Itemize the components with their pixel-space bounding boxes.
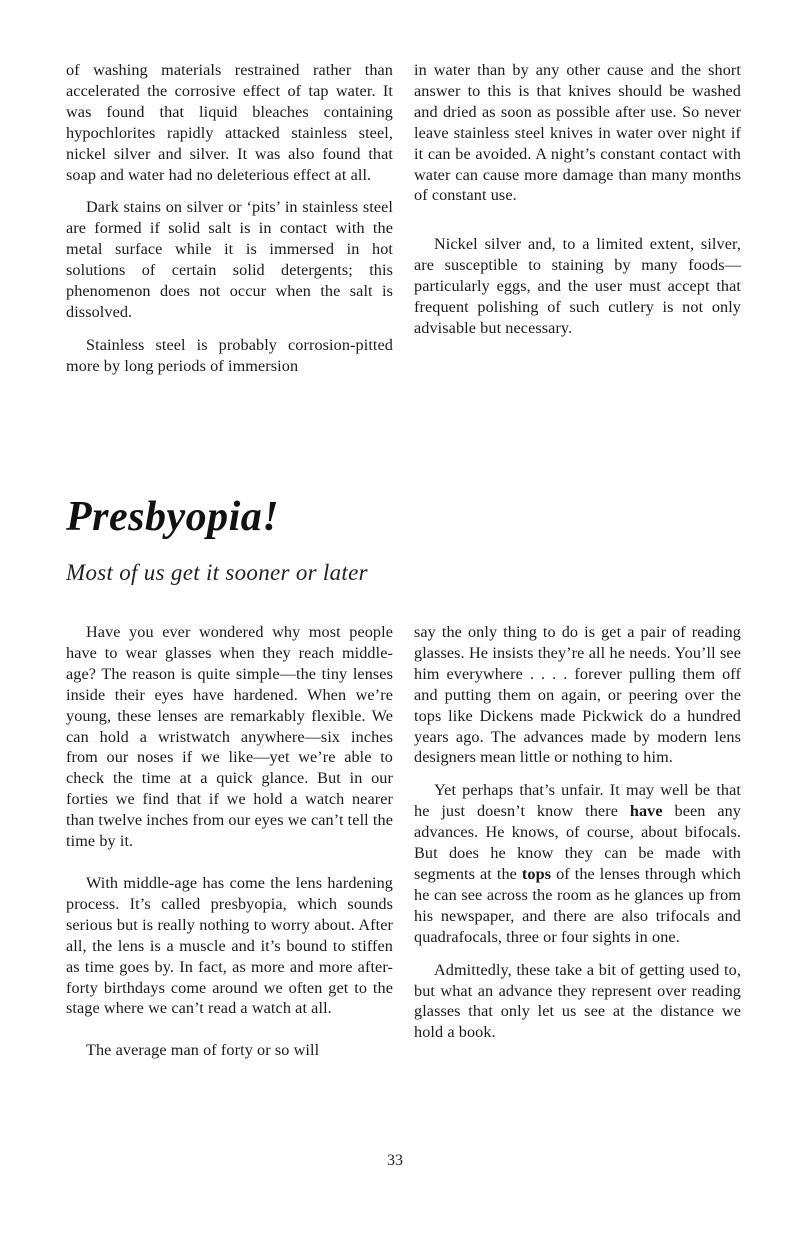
article-left-column	[66, 622, 393, 1061]
text-run: of the lenses through which he can see across the room as he glances up from his newspaper, and there are also trifocals and quadrafocals, three or four sights in one.	[414, 864, 741, 946]
article-subtitle: Most of us get it sooner or later	[66, 560, 368, 585]
article-title: Presbyopia!	[66, 494, 280, 540]
previous-article-left-column	[66, 60, 393, 377]
text-run: been any advances. He knows, of course, about bifocals. But does he know they can be made with segments at the	[414, 802, 741, 883]
paragraph: With middle-age has come the lens hardening process. It’s called presbyopia, which sounds serious but is really nothing to worry about. After all, the lens is a muscle and it’s bound to stiffen as time goes by. In fact, as more and more after-forty birthdays come around we often get to the stage where we can’t read a watch at all.	[66, 873, 393, 1018]
paragraph: Dark stains on silver or ‘pits’ in stainless steel are formed if solid salt is in contact with the metal surface while it is immersed in hot solutions of certain solid detergents; this phenomenon does not occur when the salt is dissolved.	[66, 198, 393, 321]
paragraph: Nickel silver and, to a limited extent, silver, are susceptible to staining by many foods—particularly eggs, and the user must accept that frequent polishing of such cutlery is not only advisable but necessary.	[414, 235, 741, 337]
paragraph: of washing materials restrained rather than accelerated the corrosive effect of tap water. It was found that liquid bleaches containing hypochlorites rapidly attacked stainless steel, nickel silver and silver. It was also found that soap and water had no deleterious effect at all.	[66, 61, 393, 184]
article-right-column	[414, 622, 741, 1043]
paragraph: Have you ever wondered why most people have to wear glasses when they reach middle-age? The reason is quite simple—the tiny lenses inside their eyes have hardened. When we’re young, these lenses are remarkably flexible. We can hold a wristwatch anywhere—six inches from our noses if we like—yet we’re able to check the time at a quick glance. But in our forties we find that if we hold a watch nearer than twelve inches from our eyes we can’t tell the time by it.	[66, 623, 393, 851]
paragraph: in water than by any other cause and the short answer to this is that knives should be washed and dried as soon as possible after use. So never leave stainless steel knives in water over night if it can be avoided. A night’s constant contact with water can cause more damage than many months of constant use.	[414, 61, 741, 205]
page-number: 33	[387, 1152, 403, 1169]
paragraph	[414, 780, 741, 947]
paragraph: The average man of forty or so will	[86, 1041, 320, 1060]
emphasis-have: have	[629, 802, 663, 821]
previous-article-right-column	[414, 60, 741, 339]
emphasis-tops: tops	[521, 864, 552, 883]
paragraph: Admittedly, these take a bit of getting used to, but what an advance they represent over reading glasses that only let us see at the distance we hold a book.	[414, 960, 741, 1042]
paragraph: say the only thing to do is get a pair of reading glasses. He insists they’re all he needs. You’ll see him everywhere . . . . forever pulling them off and putting them on again, or peering over the tops like Dickens made Pickwick do a hundred years ago. The advances made by modern lens designers mean little or nothing to him.	[414, 623, 741, 767]
paragraph: Stainless steel is probably corrosion-pitted more by long periods of immersion	[66, 335, 393, 375]
text-run: Yet perhaps that’s unfair. It may well be that he just doesn’t know there	[414, 781, 741, 821]
